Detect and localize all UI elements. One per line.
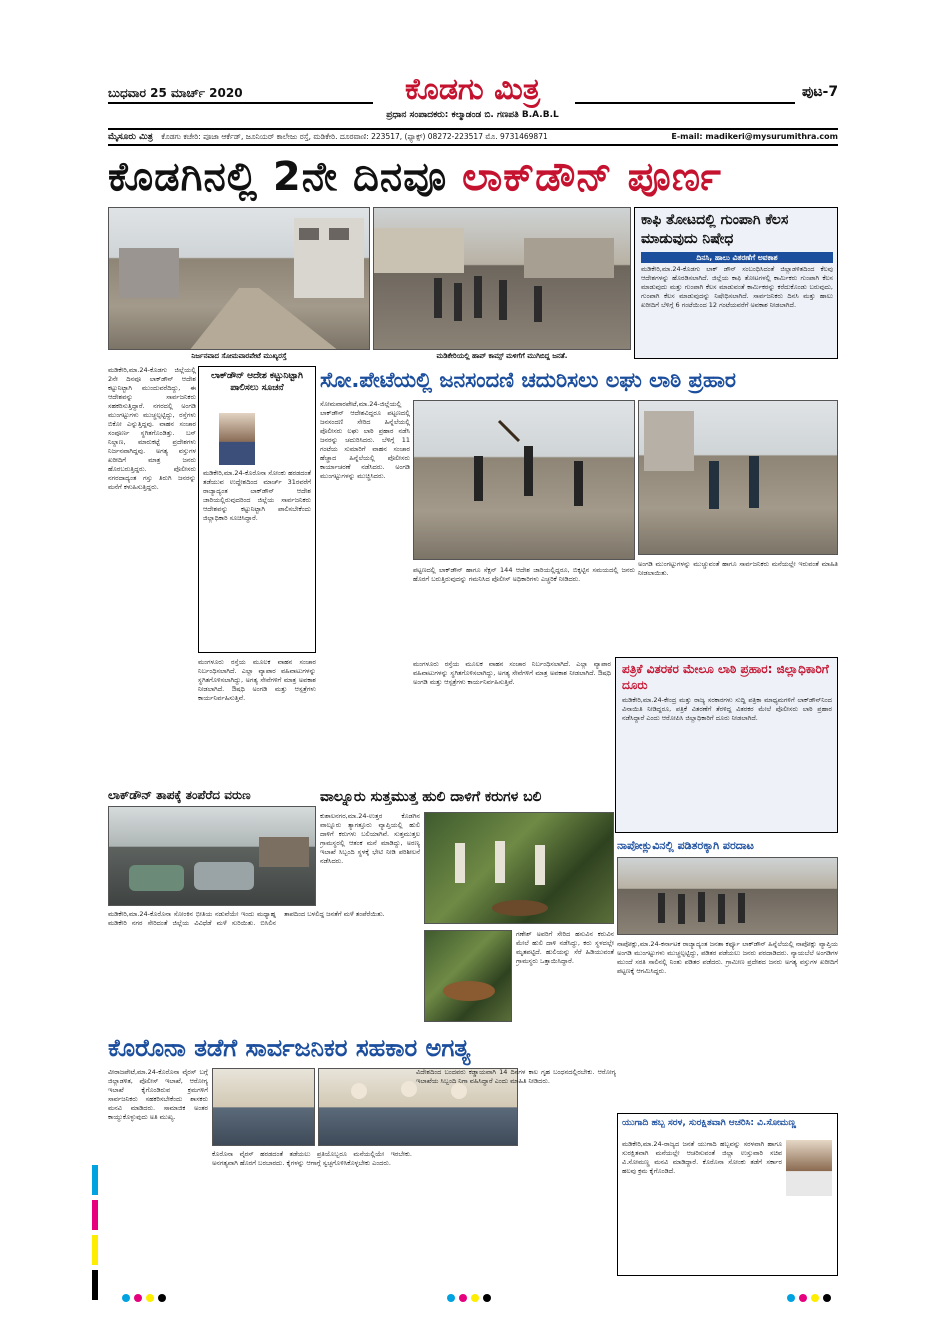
cars-rain-icon [109, 807, 316, 906]
info-bar [108, 128, 838, 146]
masthead-rule-left [108, 102, 373, 104]
photo-forest-officials [424, 812, 614, 924]
distributor-related: ಮಂಗಳೂರು ರಸ್ತೆಯ ಮೂಲಕ ವಾಹನ ಸಂಚಾರ ನಿರ್ಬಂಧಿಸಲಾಗಿದೆ. ಎಲ್ಲಾ ವ್ಯಾಪಾರ ವಹಿವಾಟುಗಳನ್ನು ಸ್ಥಗಿತಗೊಳಿಸಲಾಗಿದ್ದು, ಅಗತ್ಯ ಸೇವೆಗಳಿಗೆ ಮಾತ್ರ ಅವಕಾಶ ನೀಡಲಾಗಿದೆ. ಔಷಧಿ ಅಂಗಡಿ ಮತ್ತು ಆಸ್ಪತ್ರೆಗಳು ಕಾರ್ಯನಿರ್ವಹಿಸುತ್ತಿವೆ. [413, 660, 611, 686]
distributor-news-box [615, 657, 838, 833]
sompet-col3: ಪಟ್ಟಣದಲ್ಲಿ ಲಾಕ್‌ಡೌನ್ ಹಾಗೂ ಸೆಕ್ಷನ್ 144 ಆದೇಶ ಜಾರಿಯಲ್ಲಿದ್ದರೂ, ಬಿಕ್ಕಟ್ಟಿನ ಸಮಯದಲ್ಲಿ ಜನರು ಹೊರಗೆ ಬರುತ್ತಿರುವುದನ್ನು ಗಮನಿಸಿದ ಪೊಲೀಸ್ ಅಧಿಕಾರಿಗಳು ಎಚ್ಚರಿಕೆ ನೀಡಿದರು. [413, 566, 635, 583]
rain-headline: ಲಾಕ್‌ಡೌನ್ ತಾಪಕ್ಕೆ ತಂಪೆರೆದ ವರುಣ [108, 788, 251, 802]
coffee-subheadline: ದಿನಸಿ, ಹಾಲು ವಿತರಣೆಗೆ ಅವಕಾಶ [641, 252, 833, 263]
order-headline: ಲಾಕ್‌ಡೌನ್ ಆದೇಶ ಕಟ್ಟುನಿಟ್ಟಾಗಿ ಪಾಲಿಸಲು ಸೂಚನೆ [211, 371, 303, 393]
corona-col4: ವಿದೇಶದಿಂದ ಬಂದವರು ಕಡ್ಡಾಯವಾಗಿ 14 ದಿನಗಳ ಕಾಲ ಗೃಹ ಬಂಧನದಲ್ಲಿರಬೇಕು. ಆರೋಗ್ಯ ಇಲಾಖೆಯ ಸಿಬ್ಬಂದಿ ನಿಗಾ ವಹಿಸಿದ್ದಾರೆ ಎಂದು ಮಾಹಿತಿ ನೀಡಿದರು. [416, 1068, 616, 1085]
crowd-scene-icon [374, 208, 631, 350]
photo-police-patrol [638, 400, 838, 555]
main-headline-black: ಕೊಡಗಿನಲ್ಲಿ 2ನೇ ದಿನವೂ [108, 154, 448, 200]
patrol-scene-icon [639, 401, 838, 555]
photo-lathi-charge [413, 400, 635, 560]
ugadi-body: ಮಡಿಕೇರಿ,ಮಾ.24-ರಾಜ್ಯದ ಜನತೆ ಯುಗಾದಿ ಹಬ್ಬವನ್ನು ಸರಳವಾಗಿ ಹಾಗೂ ಸುರಕ್ಷಿತವಾಗಿ ಮನೆಯಲ್ಲೇ ಆಚರಿಸುವಂತೆ ಜಿಲ್ಲಾ ಉಸ್ತುವಾರಿ ಸಚಿವ ವಿ.ಸೋಮಣ್ಣ ಮನವಿ ಮಾಡಿದ್ದಾರೆ. ಕೊರೊನಾ ಸೋಂಕು ತಡೆಗೆ ಸರ್ಕಾರ ಹಲವು ಕ್ರಮ ಕೈಗೊಂಡಿದೆ. [622, 1140, 782, 1175]
cmyk-magenta-bar [92, 1200, 98, 1230]
sompet-body: ಸೋಮವಾರಪೇಟೆ,ಮಾ.24-ಜಿಲ್ಲೆಯಲ್ಲಿ ಲಾಕ್‌ಡೌನ್ ಆದೇಶವಿದ್ದರೂ ಪಟ್ಟಣದಲ್ಲಿ ಜನಸಂದಣಿ ಸೇರಿದ ಹಿನ್ನೆಲೆಯಲ್ಲಿ ಪೊಲೀಸರು ಲಘು ಲಾಠಿ ಪ್ರಹಾರ ನಡೆಸಿ ಜನರನ್ನು ಚದುರಿಸಿದರು. ಬೆಳಿಗ್ಗೆ 11 ಗಂಟೆಯ ಸುಮಾರಿಗೆ ವಾಹನ ಸಂಚಾರ ಹೆಚ್ಚಾದ ಹಿನ್ನೆಲೆಯಲ್ಲಿ ಪೊಲೀಸರು ಕಾರ್ಯಾಚರಣೆ ನಡೆಸಿದರು. ಅಂಗಡಿ ಮುಂಗಟ್ಟುಗಳನ್ನು ಮುಚ್ಚಿಸಿದರು. [320, 400, 410, 480]
masthead-rule-right [575, 102, 795, 104]
office-address: ಕೊಡಗು ಕಚೇರಿ: ಪೂಜಾ ಆರ್ಕೆಡ್, ಜೂನಿಯರ್ ಕಾಲೇಜು ರಸ್ತೆ, ಮಡಿಕೇರಿ. ದೂರವಾಣಿ: 223517, (ಫ್ಯಾಕ್ಸ್) 08272-223517 ಮೊ. 9731469871 [161, 132, 548, 141]
tiger-col2: ಗಣೇಶ್ ಅವರಿಗೆ ಸೇರಿದ ಹಸುವಿನ ಕರುವಿನ ಮೇಲೆ ಹುಲಿ ದಾಳಿ ನಡೆಸಿದ್ದು, ಕರು ಸ್ಥಳದಲ್ಲೇ ಮೃತಪಟ್ಟಿದೆ. ಹುಲಿಯನ್ನು ಸೆರೆ ಹಿಡಿಯುವಂತೆ ಗ್ರಾಮಸ್ಥರು ಒತ್ತಾಯಿಸಿದ್ದಾರೆ. [516, 930, 614, 965]
coffee-body: ಮಡಿಕೇರಿ,ಮಾ.24-ಕೊಡಗು ಲಾಕ್ ಡೌನ್ ಸಂಬಂಧಿಸಿದಂತೆ ಜಿಲ್ಲಾಡಳಿತದಿಂದ ಕೆಲವು ಆದೇಶಗಳನ್ನು ಹೊರಡಿಸಲಾಗಿದೆ. ಜಿಲ್ಲೆಯ ಕಾಫಿ ತೋಟಗಳಲ್ಲಿ ಕಾರ್ಮಿಕರು ಗುಂಪಾಗಿ ಕೆಲಸ ಮಾಡುವುದು ಮತ್ತು ಗುಂಪಾಗಿ ಕೆಲಸ ಮಾಡುವಂತೆ ಕಾರ್ಮಿಕರನ್ನು ಕರೆದುಕೊಂಡು ಬರುವುದು, ಗುಂಪಾಗಿ ಕೆಲಸ ಮಾಡುವುದನ್ನು ನಿಷೇಧಿಸಲಾಗಿದೆ. ಸಾರ್ವಜನಿಕರು ದಿನಸಿ ಮತ್ತು ಹಾಲು ಖರೀದಿಗೆ ಬೆಳಿಗ್ಗೆ 6 ಗಂಟೆಯಿಂದ 12 ಗಂಟೆಯವರೆಗೆ ಅವಕಾಶ ನೀಡಲಾಗಿದೆ. [641, 265, 833, 309]
ugadi-headline: ಯುಗಾದಿ ಹಬ್ಬ ಸರಳ, ಸುರಕ್ಷಿತವಾಗಿ ಆಚರಿಸಿ: ವಿ.ಸೋಮಣ್ಣ [622, 1118, 797, 1128]
registration-dots-right [785, 1292, 845, 1304]
brand-name: ಮೈಸೂರು ಮಿತ್ರ [108, 132, 153, 142]
sompet-col4: ಅಂಗಡಿ ಮುಂಗಟ್ಟುಗಳನ್ನು ಮುಚ್ಚುವಂತೆ ಹಾಗೂ ಸಾರ್ವಜನಿಕರು ಮನೆಯಲ್ಲೇ ಇರುವಂತೆ ಮಾಹಿತಿ ನೀಡಲಾಯಿತು. [638, 560, 838, 577]
officer-portrait [219, 413, 255, 465]
registration-dots-center [445, 1292, 505, 1304]
corona-body: ವೀರಾಜಪೇಟೆ,ಮಾ.24-ಕೊರೊನಾ ವೈರಸ್ ಬಗ್ಗೆ ಜಿಲ್ಲಾಡಳಿತ, ಪೊಲೀಸ್ ಇಲಾಖೆ, ಆರೋಗ್ಯ ಇಲಾಖೆ ಕೈಗೊಂಡಿರುವ ಕ್ರಮಗಳಿಗೆ ಸಾರ್ವಜನಿಕರು ಸಹಕರಿಸಬೇಕೆಂದು ಶಾಸಕರು ಮನವಿ ಮಾಡಿದರು. ಸಾಮಾಜಿಕ ಅಂತರ ಕಾಯ್ದುಕೊಳ್ಳುವುದು ಅತಿ ಮುಖ್ಯ. [108, 1068, 208, 1121]
office-email: E-mail: madikeri@mysurumithra.com [671, 132, 838, 141]
minister-portrait [786, 1140, 832, 1196]
rain-body: ಮಡಿಕೇರಿ,ಮಾ.24-ಕೊರೊನಾ ಸೋಂಕಿನ ಭೀತಿಯ ನಡುವೆಯೇ ಇಂದು ಮಧ್ಯಾಹ್ನ ಮಡಿಕೇರಿ ನಗರ ಸೇರಿದಂತೆ ಜಿಲ್ಲೆಯ ವಿವಿಧೆಡೆ ಮಳೆ ಸುರಿಯಿತು. ಬಿಸಿಲಿನ ತಾಪದಿಂದ ಬಳಲಿದ್ದ ಜನತೆಗೆ ಮಳೆ ತಂಪೆರೆಯಿತು. [108, 910, 385, 927]
main-headline-red: ಲಾಕ್‌ಡೌನ್ ಪೂರ್ಣ [462, 154, 722, 200]
order-body: ಮಡಿಕೇರಿ,ಮಾ.24-ಕೊರೊನಾ ಸೋಂಕು ಹರಡದಂತೆ ತಡೆಯುವ ಉದ್ದೇಶದಿಂದ ಮಾರ್ಚ್ 31ರವರೆಗೆ ರಾಜ್ಯಾದ್ಯಂತ ಲಾಕ್‌ಡೌನ್ ಆದೇಶ ಜಾರಿಯಲ್ಲಿರುವುದರಿಂದ ಜಿಲ್ಲೆಯ ಸಾರ್ವಜನಿಕರು ಆದೇಶವನ್ನು ಕಟ್ಟುನಿಟ್ಟಾಗಿ ಪಾಲಿಸಬೇಕೆಂದು ಜಿಲ್ಲಾಧಿಕಾರಿ ಸೂಚಿಸಿದ್ದಾರೆ. [203, 469, 311, 522]
corona-headline: ಕೊರೊನಾ ತಡೆಗೆ ಸಾರ್ವಜನಿಕರ ಸಹಕಾರ ಅಗತ್ಯ [108, 1034, 471, 1062]
photo-hopcoms-crowd [373, 207, 631, 350]
distributor-headline: ಪತ್ರಿಕೆ ವಿತರಕರ ಮೇಲೂ ಲಾಠಿ ಪ್ರಹಾರ: ಜಿಲ್ಲಾಧಿಕಾರಿಗೆ ದೂರು [622, 662, 829, 692]
photo-ration-queue [617, 857, 838, 935]
distributor-body: ಮಡಿಕೇರಿ,ಮಾ.24-ಕೇಂದ್ರ ಮತ್ತು ರಾಜ್ಯ ಸರಕಾರಗಳು ಸುದ್ದಿ ಪತ್ರಿಕಾ ಮಾಧ್ಯಮಗಳಿಗೆ ಲಾಕ್‌ಡೌನ್‌ನಿಂದ ವಿನಾಯಿತಿ ನೀಡಿದ್ದರೂ, ಪತ್ರಿಕೆ ವಿತರಣೆಗೆ ತೆರಳಿದ್ದ ವಿತರಕರ ಮೇಲೆ ಪೊಲೀಸರು ಲಾಠಿ ಪ್ರಹಾರ ನಡೆಸಿದ್ದಾರೆ ಎಂದು ಆರೋಪಿಸಿ ಜಿಲ್ಲಾಧಿಕಾರಿಗೆ ದೂರು ನೀಡಲಾಗಿದೆ. [622, 696, 832, 722]
napoklu-headline: ನಾಪೋಕ್ಲುವಿನಲ್ಲಿ ಪಡಿತರಕ್ಕಾಗಿ ಪರದಾಟ [617, 839, 754, 852]
newspaper-title: ಕೊಡಗು ಮಿತ್ರ [404, 72, 540, 107]
sompet-headline: ಸೋ.ಪೇಟೆಯಲ್ಲಿ ಜನಸಂದಣಿ ಚದುರಿಸಲು ಲಘು ಲಾಠಿ ಪ್ರಹಾರ [320, 368, 737, 392]
registration-dots-left [120, 1292, 180, 1304]
issue-date: ಬುಧವಾರ 25 ಮಾರ್ಚ್ 2020 [108, 86, 243, 100]
order-news-box [198, 366, 316, 653]
napoklu-body: ನಾಪೋಕ್ಲು,ಮಾ.24-ಕರ್ನಾಟಕ ರಾಜ್ಯಾದ್ಯಂತ ಜನತಾ ಕರ್ಫ್ಯೂ ಲಾಕ್‌ಡೌನ್ ಹಿನ್ನೆಲೆಯಲ್ಲಿ ನಾಪೋಕ್ಲು ವ್ಯಾಪ್ತಿಯ ಅಂಗಡಿ ಮುಂಗಟ್ಟುಗಳು ಮುಚ್ಚಲ್ಪಟ್ಟಿದ್ದು, ಪಡಿತರ ಪಡೆಯಲು ಜನರು ಪರದಾಡಿದರು. ನ್ಯಾಯಬೆಲೆ ಅಂಗಡಿಗಳ ಮುಂದೆ ಸರತಿ ಸಾಲಿನಲ್ಲಿ ನಿಂತು ಪಡಿತರ ಪಡೆದರು. ಗ್ರಾಮೀಣ ಪ್ರದೇಶದ ಜನರು ಅಗತ್ಯ ವಸ್ತುಗಳ ಖರೀದಿಗೆ ಪಟ್ಟಣಕ್ಕೆ ಆಗಮಿಸಿದ್ದರು. [617, 940, 838, 975]
mid-body: ಮಂಗಳೂರು ರಸ್ತೆಯ ಮೂಲಕ ವಾಹನ ಸಂಚಾರ ನಿರ್ಬಂಧಿಸಲಾಗಿದೆ. ಎಲ್ಲಾ ವ್ಯಾಪಾರ ವಹಿವಾಟುಗಳನ್ನು ಸ್ಥಗಿತಗೊಳಿಸಲಾಗಿದ್ದು, ಅಗತ್ಯ ಸೇವೆಗಳಿಗೆ ಮಾತ್ರ ಅವಕಾಶ ನೀಡಲಾಗಿದೆ. ಔಷಧಿ ಅಂಗಡಿ ಮತ್ತು ಆಸ್ಪತ್ರೆಗಳು ಕಾರ್ಯನಿರ್ವಹಿಸುತ್ತಿವೆ. [198, 658, 316, 702]
editor-line: ಪ್ರಧಾನ ಸಂಪಾದಕರು: ಕಲ್ಮಾಡಂಡ ಬಿ. ಗಣಪತಿ B.A.B.L [386, 110, 559, 120]
street-scene-icon [109, 208, 370, 350]
coffee-headline: ಕಾಫಿ ತೋಟದಲ್ಲಿ ಗುಂಪಾಗಿ ಕೆಲಸ ಮಾಡುವುದು ನಿಷೇಧ [641, 212, 789, 247]
caption-photo2: ಮಡಿಕೇರಿಯಲ್ಲಿ ಹಾಪ್ ಕಾಮ್ಸ್ ಮಳಿಗೆಗೆ ಮುಗಿಬಿದ್ದ ಜನತೆ. [436, 352, 568, 360]
forest-scene-icon [425, 813, 614, 924]
cmyk-cyan-bar [92, 1165, 98, 1195]
tiger-body: ಕುಶಾಲನಗರ,ಮಾ.24-ಉತ್ತರ ಕೊಡಗಿನ ವಾಲ್ನೂರು ತ್ಯಾಗತ್ತೂರು ವ್ಯಾಪ್ತಿಯಲ್ಲಿ ಹುಲಿ ದಾಳಿಗೆ ಕರುಗಳು ಬಲಿಯಾಗಿವೆ. ಸುತ್ತಮುತ್ತಲ ಗ್ರಾಮಸ್ಥರಲ್ಲಿ ಆತಂಕ ಮನೆ ಮಾಡಿದ್ದು, ಅರಣ್ಯ ಇಲಾಖೆ ಸಿಬ್ಬಂದಿ ಸ್ಥಳಕ್ಕೆ ಭೇಟಿ ನೀಡಿ ಪರಿಶೀಲನೆ ನಡೆಸಿದರು. [320, 812, 420, 865]
cmyk-yellow-bar [92, 1235, 98, 1265]
photo-meeting-1 [212, 1068, 315, 1146]
photo-dead-calf [424, 930, 512, 1022]
ugadi-news-box [617, 1113, 838, 1276]
corona-col3: ಕೊರೊನಾ ವೈರಸ್ ಹರಡದಂತೆ ತಡೆಯಲು ಪ್ರತಿಯೊಬ್ಬರೂ ಮನೆಯಲ್ಲಿಯೇ ಇರಬೇಕು. ಅನಗತ್ಯವಾಗಿ ಹೊರಗೆ ಬರಬಾರದು. ಕೈಗಳನ್ನು ಆಗಾಗ್ಗೆ ಸ್ವಚ್ಛಗೊಳಿಸಿಕೊಳ್ಳಬೇಕು ಎಂದರು. [212, 1150, 412, 1167]
photo-empty-street [108, 207, 370, 350]
photo-rain-cars [108, 806, 316, 906]
calf-icon [425, 931, 512, 1022]
cmyk-black-bar [92, 1270, 98, 1300]
coffee-news-box [634, 207, 838, 359]
queue-icon [618, 858, 838, 935]
page-number: ಪುಟ-7 [802, 84, 839, 100]
lockdown-body: ಮಡಿಕೇರಿ,ಮಾ.24-ಕೊಡಗು ಜಿಲ್ಲೆಯಲ್ಲಿ 2ನೇ ದಿನವೂ ಲಾಕ್‌ಡೌನ್ ಆದೇಶ ಕಟ್ಟುನಿಟ್ಟಾಗಿ ಮುಂದುವರೆದಿದ್ದು, ಈ ಆದೇಶವನ್ನು ಸಾರ್ವಜನಿಕರು ಸಹಕರಿಸುತ್ತಿದ್ದಾರೆ. ನಗರದಲ್ಲಿ ಅಂಗಡಿ ಮುಂಗಟ್ಟುಗಳು ಮುಚ್ಚಲ್ಪಟ್ಟಿದ್ದು, ರಸ್ತೆಗಳು ಬಿಕೋ ಎನ್ನುತ್ತಿದ್ದವು. ವಾಹನ ಸಂಚಾರ ಸಂಪೂರ್ಣ ಸ್ಥಗಿತಗೊಂಡಿತ್ತು. ಬಸ್ ನಿಲ್ದಾಣ, ಮಾರುಕಟ್ಟೆ ಪ್ರದೇಶಗಳು ನಿರ್ಜನವಾಗಿದ್ದವು. ಅಗತ್ಯ ವಸ್ತುಗಳ ಖರೀದಿಗೆ ಮಾತ್ರ ಜನರು ಹೊರಬರುತ್ತಿದ್ದರು. ಪೊಲೀಸರು ನಗರದಾದ್ಯಂತ ಗಸ್ತು ತಿರುಗಿ ಜನರನ್ನು ಮನೆಗೆ ಕಳುಹಿಸುತ್ತಿದ್ದರು. [108, 366, 196, 491]
police-scene-icon [414, 401, 635, 560]
main-headline [108, 152, 838, 202]
caption-photo1: ನಿರ್ಜನವಾದ ಸೋಮವಾರಪೇಟೆ ಮುಖ್ಯರಸ್ತೆ [191, 352, 287, 360]
tiger-headline: ವಾಲ್ನೂರು ಸುತ್ತಮುತ್ತ ಹುಲಿ ದಾಳಿಗೆ ಕರುಗಳ ಬಲಿ [320, 789, 542, 805]
